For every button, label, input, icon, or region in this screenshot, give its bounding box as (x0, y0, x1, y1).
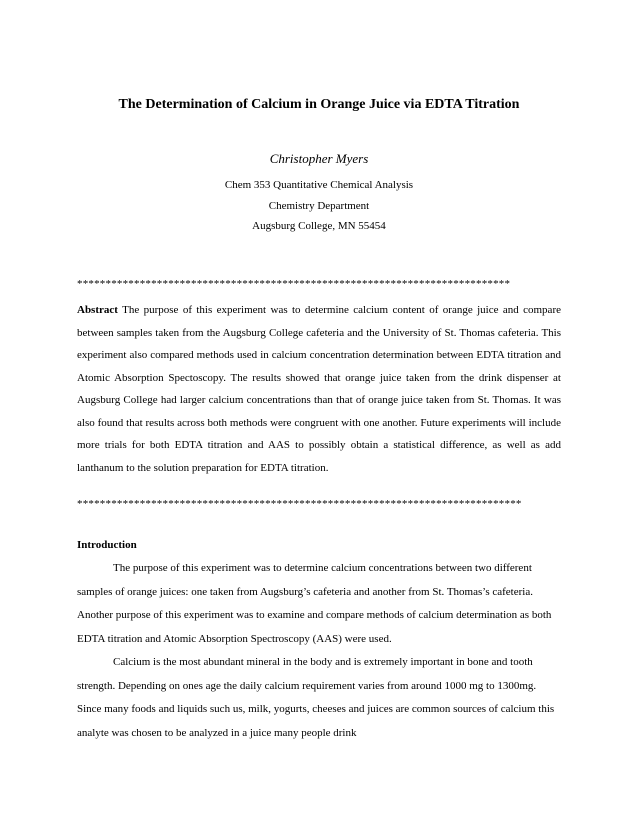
affiliation-course: Chem 353 Quantitative Chemical Analysis (224, 179, 414, 191)
affiliation-institution: Augsburg College, MN 55454 (252, 220, 386, 232)
separator-bottom: ****************************************************************************** (77, 498, 522, 510)
author-name: Christopher Myers (269, 151, 369, 166)
separator-top: **************************************************************************** (77, 278, 511, 290)
abstract-block (77, 299, 561, 479)
abstract-label: Abstract (77, 304, 118, 316)
intro-heading: Introduction (77, 539, 137, 551)
intro-paragraph-1: The purpose of this experiment was to determine calcium concentrations between two different samples of orange juices: one taken from Augsburg’s cafeteria and another from St. Thomas’s cafeteria. Another purpose of this experiment was to examine and compare methods of calcium determination as both EDTA titration and Atomic Absorption Spectroscopy (AAS) were used. (77, 562, 552, 645)
intro-paragraph-2: Calcium is the most abundant mineral in the body and is extremely important in bone and tooth strength. Depending on ones age the daily calcium requirement varies from around 1000 mg to 1300mg. Since many foods and liquids such us, milk, yogurts, cheeses and juices are common sources of calcium this analyte was chosen to be analyzed in a juice many people drink (77, 656, 555, 739)
paper-title: The Determination of Calcium in Orange Juice via EDTA Titration (118, 97, 520, 112)
abstract-text: The purpose of this experiment was to determine calcium content of orange juice and compare between samples taken from the Augsburg College cafeteria and the University of St. Thomas cafeteria. This experiment also compared methods used in calcium concentration determination between EDTA titration and Atomic Absorption Spectoscopy. The results showed that orange juice taken from the drink dispenser at Augsburg College had larger calcium concentrations than that of orange juice taken from St. Thomas. It was also found that results across both methods were congruent with one another. Future experiments will include more trials for both EDTA titration and AAS to possibly obtain a statistical difference, as well as add lanthanum to the solution preparation for EDTA titration. (77, 304, 561, 474)
affiliation-department: Chemistry Department (268, 200, 370, 212)
intro-body (77, 557, 561, 745)
